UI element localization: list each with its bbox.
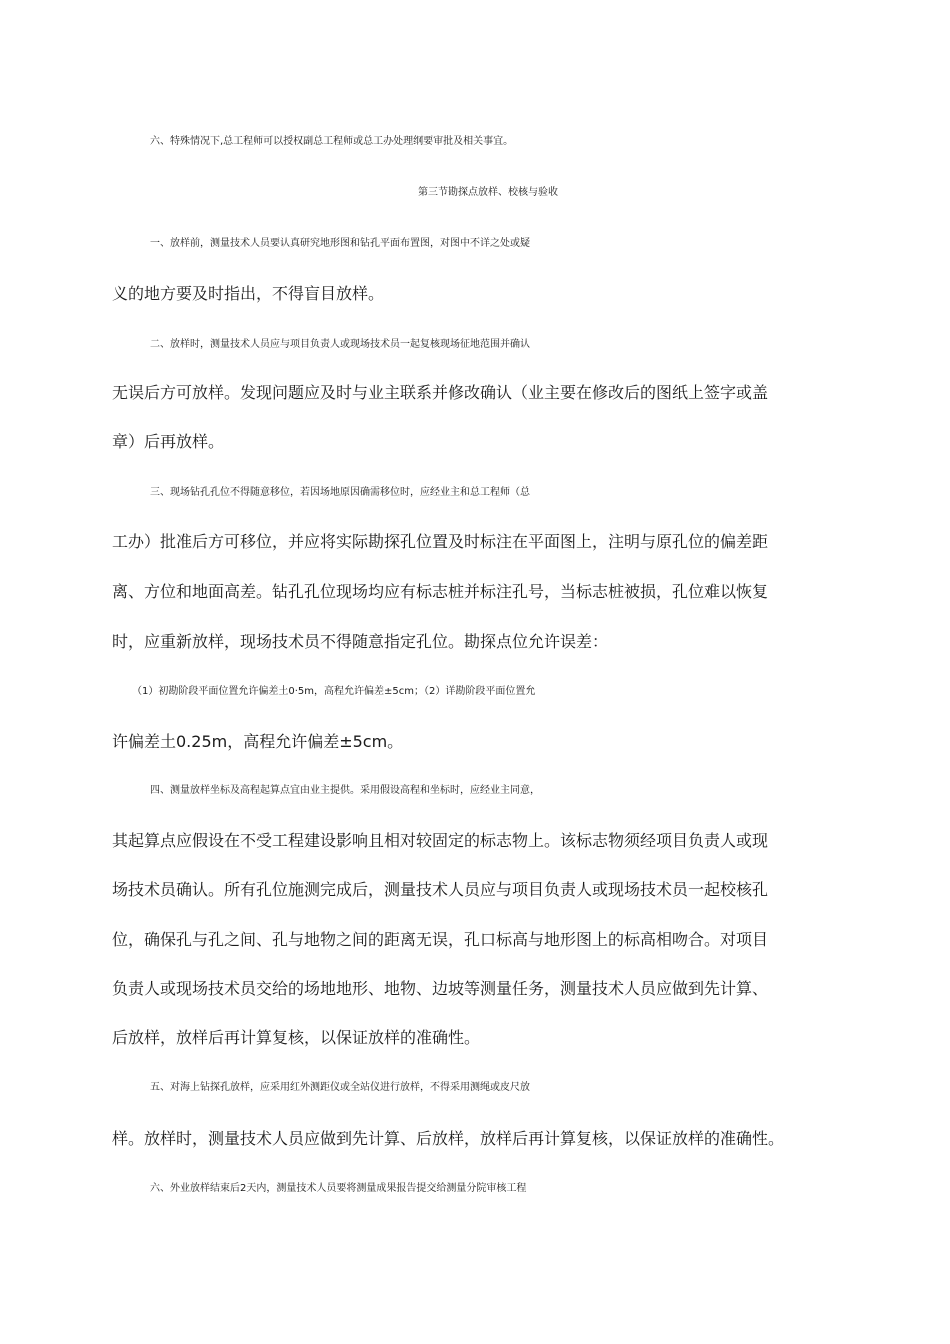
paragraph-line: 样。放样时，测量技术人员应做到先计算、后放样，放样后再计算复核，以保证放样的准确性。	[112, 1129, 785, 1148]
paragraph-line: 六、外业放样结束后2天内，测量技术人员要将测量成果报告提交给测量分院审核工程	[150, 1183, 527, 1194]
paragraph-line: 位，确保孔与孔之间、孔与地物之间的距离无误，孔口标高与地形图上的标高相吻合。对项目	[112, 930, 769, 949]
paragraph-line: 离、方位和地面高差。钻孔孔位现场均应有标志桩并标注孔号，当标志桩被损，孔位难以恢复	[112, 582, 769, 601]
paragraph-line: 四、测量放样坐标及高程起算点宜由业主提供。采用假设高程和坐标时，应经业主同意，	[150, 785, 540, 796]
paragraph-line: 无误后方可放样。发现问题应及时与业主联系并修改确认（业主要在修改后的图纸上签字或盖	[112, 383, 769, 402]
paragraph-line: 后放样，放样后再计算复核，以保证放样的准确性。	[112, 1028, 481, 1047]
paragraph-line: 二、放样时，测量技术人员应与项目负责人或现场技术员一起复核现场征地范围并确认	[150, 339, 530, 350]
paragraph-line: 三、现场钻孔孔位不得随意移位，若因场地原因确需移位时，应经业主和总工程师（总	[150, 487, 530, 498]
paragraph-line: 负责人或现场技术员交给的场地地形、地物、边坡等测量任务，测量技术人员应做到先计算、	[112, 979, 769, 998]
section-heading: 第三节勘探点放样、校核与验收	[418, 187, 558, 198]
paragraph-line: 五、对海上钻探孔放样，应采用红外测距仪或全站仪进行放样，不得采用测绳或皮尺放	[150, 1082, 530, 1093]
paragraph-line: 其起算点应假设在不受工程建设影响且相对较固定的标志物上。该标志物须经项目负责人或现	[112, 831, 769, 850]
paragraph-line: 工办）批准后方可移位，并应将实际勘探孔位置及时标注在平面图上，注明与原孔位的偏差距	[112, 532, 769, 551]
paragraph-line: 章）后再放样。	[112, 432, 225, 451]
paragraph-line: 一、放样前，测量技术人员要认真研究地形图和钻孔平面布置图，对图中不详之处或疑	[150, 238, 530, 249]
paragraph-line: 义的地方要及时指出，不得盲目放样。	[112, 284, 385, 303]
paragraph-line: （1）初勘阶段平面位置允许偏差土0·5m，高程允许偏差±5cm；（2）详勘阶段平面位置允	[132, 686, 536, 697]
paragraph-line: 场技术员确认。所有孔位施测完成后，测量技术人员应与项目负责人或现场技术员一起校核孔	[112, 880, 769, 899]
paragraph-line: 时，应重新放样，现场技术员不得随意指定孔位。勘探点位允许误差：	[112, 632, 609, 651]
paragraph-special-cases: 六、特殊情况下,总工程师可以授权副总工程师或总工办处理纲要审批及相关事宜。	[150, 136, 514, 147]
paragraph-line: 许偏差土0.25m，高程允许偏差±5cm。	[112, 732, 404, 751]
